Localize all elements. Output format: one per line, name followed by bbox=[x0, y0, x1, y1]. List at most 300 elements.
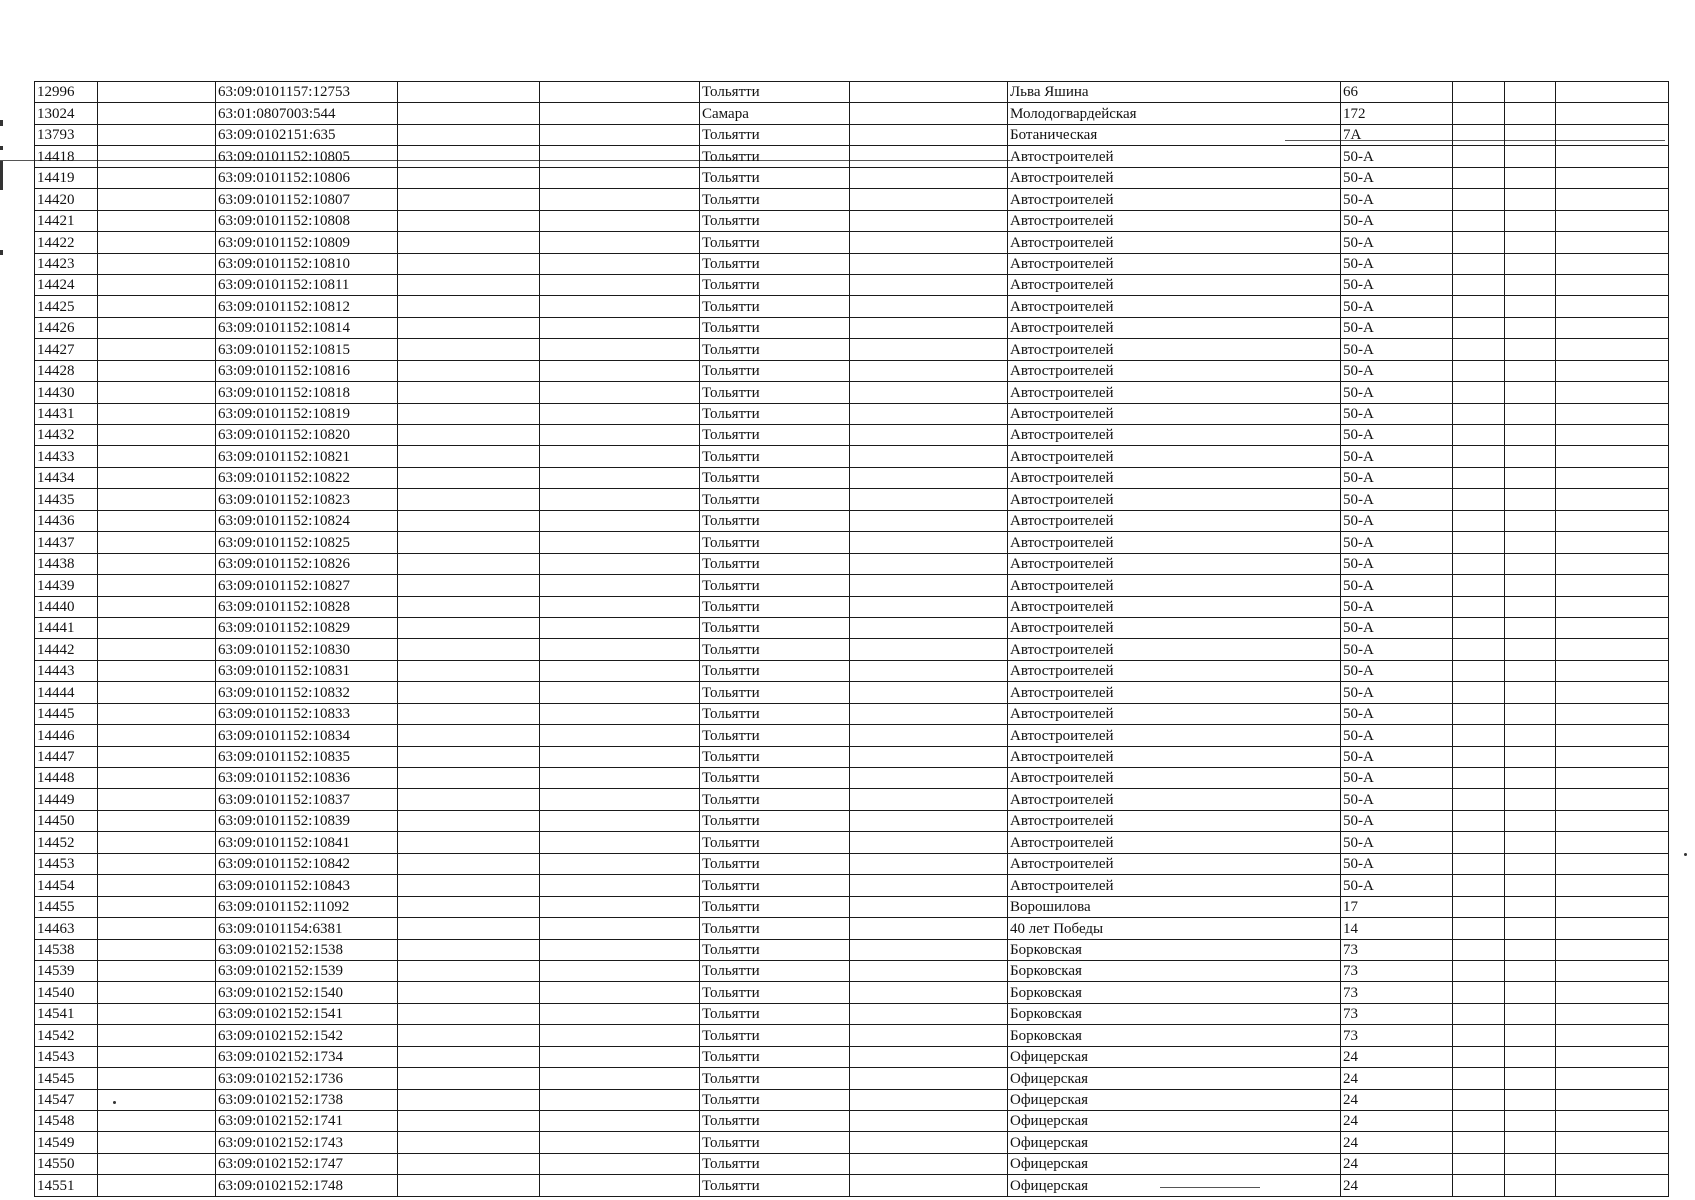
empty-cell bbox=[398, 1003, 540, 1024]
empty-cell bbox=[540, 853, 700, 874]
city-cell: Тольятти bbox=[700, 1132, 850, 1153]
empty-cell bbox=[540, 875, 700, 896]
empty-cell bbox=[540, 532, 700, 553]
empty-cell bbox=[398, 296, 540, 317]
table-row bbox=[35, 810, 1669, 831]
empty-cell bbox=[398, 660, 540, 681]
margin-mark bbox=[0, 160, 3, 190]
empty-cell bbox=[1453, 982, 1505, 1003]
house-number-cell: 24 bbox=[1341, 1175, 1453, 1196]
empty-cell bbox=[1556, 274, 1669, 295]
empty-cell bbox=[98, 896, 216, 917]
empty-cell bbox=[1556, 82, 1669, 103]
record-id-cell: 14425 bbox=[35, 296, 98, 317]
empty-cell bbox=[1505, 768, 1556, 789]
table-row bbox=[35, 1025, 1669, 1046]
record-id-cell: 14540 bbox=[35, 982, 98, 1003]
record-id-cell: 14445 bbox=[35, 703, 98, 724]
empty-cell bbox=[1453, 532, 1505, 553]
empty-cell bbox=[540, 360, 700, 381]
street-cell: Борковская bbox=[1008, 960, 1341, 981]
empty-cell bbox=[850, 532, 1008, 553]
empty-cell bbox=[98, 703, 216, 724]
empty-cell bbox=[850, 1025, 1008, 1046]
street-cell: Автостроителей bbox=[1008, 617, 1341, 638]
empty-cell bbox=[1453, 1175, 1505, 1196]
house-number-cell: 50-А bbox=[1341, 360, 1453, 381]
record-id-cell: 14548 bbox=[35, 1111, 98, 1132]
empty-cell bbox=[1505, 274, 1556, 295]
house-number-cell: 50-А bbox=[1341, 639, 1453, 660]
street-cell: Автостроителей bbox=[1008, 639, 1341, 660]
empty-cell bbox=[540, 489, 700, 510]
empty-cell bbox=[98, 1003, 216, 1024]
city-cell: Тольятти bbox=[700, 189, 850, 210]
empty-cell bbox=[540, 553, 700, 574]
record-id-cell: 14442 bbox=[35, 639, 98, 660]
record-id-cell: 14419 bbox=[35, 167, 98, 188]
empty-cell bbox=[850, 1068, 1008, 1089]
house-number-cell: 50-А bbox=[1341, 875, 1453, 896]
record-id-cell: 14454 bbox=[35, 875, 98, 896]
record-id-cell: 14539 bbox=[35, 960, 98, 981]
house-number-cell: 14 bbox=[1341, 918, 1453, 939]
house-number-cell: 50-А bbox=[1341, 382, 1453, 403]
street-cell: Офицерская bbox=[1008, 1068, 1341, 1089]
empty-cell bbox=[1453, 382, 1505, 403]
record-id-cell: 14449 bbox=[35, 789, 98, 810]
empty-cell bbox=[1505, 489, 1556, 510]
empty-cell bbox=[98, 210, 216, 231]
empty-cell bbox=[1556, 446, 1669, 467]
record-id-cell: 14439 bbox=[35, 575, 98, 596]
table-row bbox=[35, 1153, 1669, 1174]
empty-cell bbox=[850, 403, 1008, 424]
empty-cell bbox=[98, 425, 216, 446]
street-cell: Автостроителей bbox=[1008, 210, 1341, 231]
city-cell: Тольятти bbox=[700, 960, 850, 981]
empty-cell bbox=[1556, 1003, 1669, 1024]
table-row bbox=[35, 1046, 1669, 1067]
city-cell: Тольятти bbox=[700, 617, 850, 638]
street-cell: Автостроителей bbox=[1008, 360, 1341, 381]
city-cell: Тольятти bbox=[700, 510, 850, 531]
house-number-cell: 50-А bbox=[1341, 617, 1453, 638]
city-cell: Тольятти bbox=[700, 918, 850, 939]
empty-cell bbox=[850, 146, 1008, 167]
street-cell: Автостроителей bbox=[1008, 660, 1341, 681]
empty-cell bbox=[1505, 1089, 1556, 1110]
house-number-cell: 73 bbox=[1341, 1003, 1453, 1024]
street-cell: Ворошилова bbox=[1008, 896, 1341, 917]
empty-cell bbox=[540, 1111, 700, 1132]
city-cell: Тольятти bbox=[700, 253, 850, 274]
house-number-cell: 50-А bbox=[1341, 403, 1453, 424]
empty-cell bbox=[1556, 339, 1669, 360]
empty-cell bbox=[398, 1132, 540, 1153]
house-number-cell: 50-А bbox=[1341, 575, 1453, 596]
empty-cell bbox=[1505, 639, 1556, 660]
empty-cell bbox=[98, 639, 216, 660]
street-cell: Автостроителей bbox=[1008, 789, 1341, 810]
city-cell: Самара bbox=[700, 103, 850, 124]
empty-cell bbox=[1556, 1132, 1669, 1153]
empty-cell bbox=[540, 232, 700, 253]
empty-cell bbox=[398, 939, 540, 960]
cadastral-number-cell: 63:09:0102152:1738 bbox=[216, 1089, 398, 1110]
empty-cell bbox=[1556, 1025, 1669, 1046]
cadastral-number-cell: 63:09:0101152:10821 bbox=[216, 446, 398, 467]
empty-cell bbox=[540, 510, 700, 531]
table-row bbox=[35, 875, 1669, 896]
empty-cell bbox=[540, 982, 700, 1003]
empty-cell bbox=[850, 339, 1008, 360]
empty-cell bbox=[850, 853, 1008, 874]
city-cell: Тольятти bbox=[700, 1003, 850, 1024]
cadastral-number-cell: 63:09:0101152:10824 bbox=[216, 510, 398, 531]
city-cell: Тольятти bbox=[700, 467, 850, 488]
empty-cell bbox=[1505, 467, 1556, 488]
cadastral-number-cell: 63:09:0101152:10839 bbox=[216, 810, 398, 831]
house-number-cell: 73 bbox=[1341, 1025, 1453, 1046]
city-cell: Тольятти bbox=[700, 210, 850, 231]
cadastral-number-cell: 63:09:0101152:10819 bbox=[216, 403, 398, 424]
house-number-cell: 50-А bbox=[1341, 489, 1453, 510]
empty-cell bbox=[1453, 425, 1505, 446]
city-cell: Тольятти bbox=[700, 167, 850, 188]
house-number-cell: 50-А bbox=[1341, 467, 1453, 488]
table-row bbox=[35, 167, 1669, 188]
table-row bbox=[35, 918, 1669, 939]
empty-cell bbox=[98, 918, 216, 939]
street-cell: Борковская bbox=[1008, 982, 1341, 1003]
table-row bbox=[35, 532, 1669, 553]
street-cell: Автостроителей bbox=[1008, 532, 1341, 553]
empty-cell bbox=[1556, 553, 1669, 574]
empty-cell bbox=[98, 682, 216, 703]
empty-cell bbox=[540, 1025, 700, 1046]
empty-cell bbox=[540, 1175, 700, 1196]
record-id-cell: 14446 bbox=[35, 725, 98, 746]
street-cell: Автостроителей bbox=[1008, 596, 1341, 617]
table-row bbox=[35, 1111, 1669, 1132]
cadastral-number-cell: 63:09:0101152:10807 bbox=[216, 189, 398, 210]
empty-cell bbox=[850, 317, 1008, 338]
empty-cell bbox=[1453, 596, 1505, 617]
empty-cell bbox=[398, 103, 540, 124]
empty-cell bbox=[850, 82, 1008, 103]
margin-mark bbox=[0, 120, 3, 126]
house-number-cell: 50-А bbox=[1341, 253, 1453, 274]
empty-cell bbox=[1556, 510, 1669, 531]
record-id-cell: 14434 bbox=[35, 467, 98, 488]
street-cell: Автостроителей bbox=[1008, 403, 1341, 424]
city-cell: Тольятти bbox=[700, 82, 850, 103]
empty-cell bbox=[398, 703, 540, 724]
table-row bbox=[35, 360, 1669, 381]
record-id-cell: 14426 bbox=[35, 317, 98, 338]
empty-cell bbox=[540, 918, 700, 939]
empty-cell bbox=[98, 274, 216, 295]
cadastral-number-cell: 63:09:0101152:10834 bbox=[216, 725, 398, 746]
empty-cell bbox=[1505, 253, 1556, 274]
empty-cell bbox=[1505, 296, 1556, 317]
record-id-cell: 14463 bbox=[35, 918, 98, 939]
empty-cell bbox=[398, 446, 540, 467]
city-cell: Тольятти bbox=[700, 575, 850, 596]
table-row bbox=[35, 982, 1669, 1003]
empty-cell bbox=[1453, 617, 1505, 638]
empty-cell bbox=[540, 725, 700, 746]
empty-cell bbox=[850, 360, 1008, 381]
empty-cell bbox=[1556, 103, 1669, 124]
cadastral-number-cell: 63:09:0101152:10830 bbox=[216, 639, 398, 660]
empty-cell bbox=[850, 296, 1008, 317]
empty-cell bbox=[1453, 1025, 1505, 1046]
empty-cell bbox=[1505, 746, 1556, 767]
empty-cell bbox=[850, 768, 1008, 789]
table-row bbox=[35, 382, 1669, 403]
empty-cell bbox=[1453, 167, 1505, 188]
table-row bbox=[35, 446, 1669, 467]
empty-cell bbox=[540, 296, 700, 317]
empty-cell bbox=[1556, 253, 1669, 274]
record-id-cell: 14547 bbox=[35, 1089, 98, 1110]
empty-cell bbox=[1556, 403, 1669, 424]
empty-cell bbox=[540, 789, 700, 810]
empty-cell bbox=[850, 124, 1008, 145]
empty-cell bbox=[1505, 960, 1556, 981]
table-row bbox=[35, 425, 1669, 446]
empty-cell bbox=[398, 339, 540, 360]
city-cell: Тольятти bbox=[700, 1111, 850, 1132]
cadastral-number-cell: 63:09:0101152:10841 bbox=[216, 832, 398, 853]
empty-cell bbox=[98, 810, 216, 831]
empty-cell bbox=[98, 296, 216, 317]
house-number-cell: 17 bbox=[1341, 896, 1453, 917]
empty-cell bbox=[1453, 1068, 1505, 1089]
empty-cell bbox=[1453, 82, 1505, 103]
empty-cell bbox=[850, 553, 1008, 574]
empty-cell bbox=[1556, 982, 1669, 1003]
table-row bbox=[35, 510, 1669, 531]
street-cell: Автостроителей bbox=[1008, 146, 1341, 167]
street-cell: Автостроителей bbox=[1008, 446, 1341, 467]
empty-cell bbox=[98, 553, 216, 574]
empty-cell bbox=[1556, 1175, 1669, 1196]
empty-cell bbox=[398, 810, 540, 831]
empty-cell bbox=[1505, 146, 1556, 167]
house-number-cell: 172 bbox=[1341, 103, 1453, 124]
empty-cell bbox=[1505, 382, 1556, 403]
empty-cell bbox=[1453, 189, 1505, 210]
empty-cell bbox=[1505, 1175, 1556, 1196]
empty-cell bbox=[540, 146, 700, 167]
street-cell: Офицерская bbox=[1008, 1089, 1341, 1110]
city-cell: Тольятти bbox=[700, 1089, 850, 1110]
empty-cell bbox=[540, 274, 700, 295]
city-cell: Тольятти bbox=[700, 660, 850, 681]
margin-mark bbox=[0, 146, 3, 150]
cadastral-number-cell: 63:09:0101152:10836 bbox=[216, 768, 398, 789]
street-cell: Автостроителей bbox=[1008, 467, 1341, 488]
street-cell: Автостроителей bbox=[1008, 703, 1341, 724]
empty-cell bbox=[1556, 317, 1669, 338]
empty-cell bbox=[1453, 210, 1505, 231]
empty-cell bbox=[98, 768, 216, 789]
street-cell: Автостроителей bbox=[1008, 339, 1341, 360]
empty-cell bbox=[98, 789, 216, 810]
empty-cell bbox=[398, 253, 540, 274]
empty-cell bbox=[98, 103, 216, 124]
empty-cell bbox=[1505, 939, 1556, 960]
empty-cell bbox=[1453, 768, 1505, 789]
table-row bbox=[35, 489, 1669, 510]
table-row bbox=[35, 660, 1669, 681]
empty-cell bbox=[98, 124, 216, 145]
empty-cell bbox=[1556, 210, 1669, 231]
empty-cell bbox=[850, 896, 1008, 917]
empty-cell bbox=[398, 1089, 540, 1110]
empty-cell bbox=[1556, 875, 1669, 896]
empty-cell bbox=[1505, 103, 1556, 124]
city-cell: Тольятти bbox=[700, 425, 850, 446]
empty-cell bbox=[850, 1089, 1008, 1110]
street-cell: Автостроителей bbox=[1008, 725, 1341, 746]
empty-cell bbox=[1453, 660, 1505, 681]
house-number-cell: 50-А bbox=[1341, 853, 1453, 874]
empty-cell bbox=[1453, 274, 1505, 295]
empty-cell bbox=[98, 446, 216, 467]
empty-cell bbox=[1453, 489, 1505, 510]
empty-cell bbox=[540, 896, 700, 917]
record-id-cell: 14435 bbox=[35, 489, 98, 510]
house-number-cell: 24 bbox=[1341, 1068, 1453, 1089]
table-row bbox=[35, 189, 1669, 210]
empty-cell bbox=[98, 960, 216, 981]
empty-cell bbox=[398, 960, 540, 981]
house-number-cell: 50-А bbox=[1341, 703, 1453, 724]
empty-cell bbox=[850, 1111, 1008, 1132]
cadastral-number-cell: 63:09:0101152:10826 bbox=[216, 553, 398, 574]
empty-cell bbox=[540, 1132, 700, 1153]
empty-cell bbox=[1453, 725, 1505, 746]
house-number-cell: 50-А bbox=[1341, 189, 1453, 210]
empty-cell bbox=[1556, 639, 1669, 660]
house-number-cell: 66 bbox=[1341, 82, 1453, 103]
city-cell: Тольятти bbox=[700, 1153, 850, 1174]
cadastral-number-cell: 63:09:0101152:10835 bbox=[216, 746, 398, 767]
empty-cell bbox=[1505, 682, 1556, 703]
empty-cell bbox=[1505, 810, 1556, 831]
empty-cell bbox=[98, 1089, 216, 1110]
record-id-cell: 13024 bbox=[35, 103, 98, 124]
empty-cell bbox=[398, 317, 540, 338]
empty-cell bbox=[1556, 960, 1669, 981]
house-number-cell: 24 bbox=[1341, 1089, 1453, 1110]
empty-cell bbox=[850, 425, 1008, 446]
table-row bbox=[35, 339, 1669, 360]
city-cell: Тольятти bbox=[700, 360, 850, 381]
street-cell: Ботаническая bbox=[1008, 124, 1341, 145]
record-id-cell: 14433 bbox=[35, 446, 98, 467]
city-cell: Тольятти bbox=[700, 403, 850, 424]
street-cell: Автостроителей bbox=[1008, 232, 1341, 253]
empty-cell bbox=[98, 982, 216, 1003]
empty-cell bbox=[1556, 596, 1669, 617]
empty-cell bbox=[1505, 1046, 1556, 1067]
street-cell: Молодогвардейская bbox=[1008, 103, 1341, 124]
table-row bbox=[35, 639, 1669, 660]
empty-cell bbox=[98, 467, 216, 488]
empty-cell bbox=[398, 596, 540, 617]
empty-cell bbox=[98, 1046, 216, 1067]
record-id-cell: 14441 bbox=[35, 617, 98, 638]
empty-cell bbox=[1556, 296, 1669, 317]
cadastral-number-cell: 63:09:0102152:1736 bbox=[216, 1068, 398, 1089]
empty-cell bbox=[540, 425, 700, 446]
street-cell: Офицерская bbox=[1008, 1153, 1341, 1174]
empty-cell bbox=[398, 575, 540, 596]
empty-cell bbox=[1453, 789, 1505, 810]
house-number-cell: 50-А bbox=[1341, 425, 1453, 446]
table-row bbox=[35, 124, 1669, 145]
cadastral-number-cell: 63:09:0102152:1743 bbox=[216, 1132, 398, 1153]
table-row bbox=[35, 575, 1669, 596]
city-cell: Тольятти bbox=[700, 596, 850, 617]
empty-cell bbox=[1453, 575, 1505, 596]
empty-cell bbox=[98, 617, 216, 638]
cadastral-number-cell: 63:09:0101152:10823 bbox=[216, 489, 398, 510]
empty-cell bbox=[398, 532, 540, 553]
table-row bbox=[35, 832, 1669, 853]
cadastral-number-cell: 63:09:0101152:11092 bbox=[216, 896, 398, 917]
empty-cell bbox=[1505, 789, 1556, 810]
empty-cell bbox=[850, 596, 1008, 617]
city-cell: Тольятти bbox=[700, 832, 850, 853]
city-cell: Тольятти bbox=[700, 553, 850, 574]
table-row bbox=[35, 939, 1669, 960]
empty-cell bbox=[98, 875, 216, 896]
empty-cell bbox=[98, 317, 216, 338]
cadastral-number-cell: 63:09:0102152:1538 bbox=[216, 939, 398, 960]
city-cell: Тольятти bbox=[700, 296, 850, 317]
city-cell: Тольятти bbox=[700, 1175, 850, 1196]
empty-cell bbox=[98, 596, 216, 617]
empty-cell bbox=[1453, 939, 1505, 960]
empty-cell bbox=[850, 103, 1008, 124]
empty-cell bbox=[1556, 532, 1669, 553]
empty-cell bbox=[540, 639, 700, 660]
empty-cell bbox=[398, 853, 540, 874]
empty-cell bbox=[850, 960, 1008, 981]
empty-cell bbox=[1453, 1111, 1505, 1132]
table-row bbox=[35, 553, 1669, 574]
street-cell: Автостроителей bbox=[1008, 853, 1341, 874]
empty-cell bbox=[1556, 1068, 1669, 1089]
empty-cell bbox=[850, 189, 1008, 210]
empty-cell bbox=[398, 1068, 540, 1089]
cadastral-number-cell: 63:09:0101152:10815 bbox=[216, 339, 398, 360]
empty-cell bbox=[850, 832, 1008, 853]
empty-cell bbox=[1505, 510, 1556, 531]
record-id-cell: 14444 bbox=[35, 682, 98, 703]
city-cell: Тольятти bbox=[700, 274, 850, 295]
table-row bbox=[35, 1089, 1669, 1110]
empty-cell bbox=[1556, 789, 1669, 810]
cadastral-number-cell: 63:09:0102152:1540 bbox=[216, 982, 398, 1003]
empty-cell bbox=[1505, 725, 1556, 746]
